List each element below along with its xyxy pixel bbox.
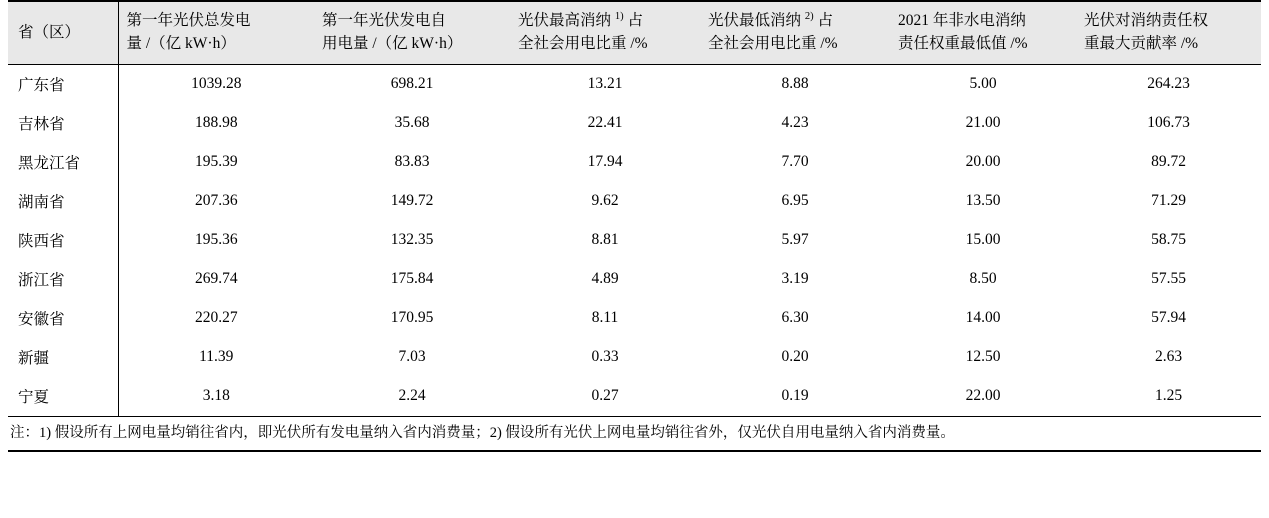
table-row: [8, 143, 1261, 182]
column-header-min-consumption-line1b: 占: [813, 12, 834, 29]
column-header-self-use: [314, 1, 510, 64]
cell-province: 宁夏: [8, 377, 118, 417]
cell-self-use: 132.35: [390, 231, 434, 248]
cell-contribution: 89.72: [1151, 153, 1186, 170]
column-header-contribution-line2: 重最大贡献率 /%: [1084, 35, 1199, 53]
cell-self-use: 175.84: [390, 270, 434, 287]
column-header-contribution: [1076, 1, 1261, 64]
cell-nonhydro-weight: 8.50: [969, 270, 997, 287]
cell-max-consumption: 17.94: [587, 153, 623, 170]
cell-self-use: 7.03: [398, 348, 426, 365]
table-body: [8, 64, 1261, 416]
cell-contribution: 264.23: [1147, 75, 1190, 92]
cell-self-use: 698.21: [390, 75, 434, 92]
cell-province: 广东省: [8, 64, 118, 104]
column-header-min-consumption: [700, 1, 890, 64]
cell-nonhydro-weight: 22.00: [890, 377, 1076, 417]
cell-contribution: 58.75: [1151, 231, 1186, 248]
table-row: [8, 338, 1261, 377]
column-header-total-generation: [118, 1, 314, 64]
cell-self-use: 35.68: [394, 114, 430, 131]
pv-consumption-table: [8, 0, 1261, 417]
cell-max-consumption: 0.27: [510, 377, 700, 417]
cell-total-generation: 207.36: [194, 192, 238, 209]
cell-total-generation: 1039.28: [191, 75, 242, 92]
cell-self-use: 2.24: [314, 377, 510, 417]
table-row: [8, 221, 1261, 260]
cell-province: 湖南省: [8, 182, 118, 221]
cell-nonhydro-weight: 13.50: [965, 192, 1001, 209]
cell-min-consumption: 0.19: [700, 377, 890, 417]
cell-min-consumption: 6.30: [781, 309, 809, 326]
footnote-marker-1: 1): [614, 10, 624, 22]
table-row: [8, 182, 1261, 221]
cell-province: 浙江省: [8, 260, 118, 299]
cell-max-consumption: 22.41: [587, 114, 623, 131]
table-row: [8, 104, 1261, 143]
cell-min-consumption: 3.19: [781, 270, 809, 287]
footnote-marker-2: 2): [804, 10, 814, 22]
cell-nonhydro-weight: 20.00: [965, 153, 1001, 170]
cell-total-generation: 220.27: [194, 309, 238, 326]
cell-self-use: 83.83: [394, 153, 430, 170]
cell-min-consumption: 4.23: [781, 114, 809, 131]
column-header-self-use-line1: 第一年光伏发电自: [322, 12, 447, 29]
cell-province: 陕西省: [8, 221, 118, 260]
column-header-contribution-line1: 光伏对消纳责任权: [1084, 12, 1209, 29]
table-header: [8, 1, 1261, 64]
cell-province: 新疆: [8, 338, 118, 377]
cell-self-use: 149.72: [390, 192, 434, 209]
column-header-total-generation-line2: 量 /（亿 kW·h）: [126, 35, 236, 53]
cell-max-consumption: 8.81: [591, 231, 619, 248]
cell-nonhydro-weight: 21.00: [965, 114, 1001, 131]
cell-min-consumption: 6.95: [781, 192, 809, 209]
table-header-row: [8, 1, 1261, 64]
column-header-max-consumption: [510, 1, 700, 64]
column-header-nonhydro-weight-line2: 责任权重最低值 /%: [898, 35, 1028, 53]
cell-province: 黑龙江省: [8, 143, 118, 182]
cell-contribution: 57.55: [1151, 270, 1186, 287]
cell-total-generation: 195.39: [194, 153, 238, 170]
cell-self-use: 170.95: [390, 309, 434, 326]
cell-total-generation: 188.98: [194, 114, 238, 131]
cell-nonhydro-weight: 5.00: [969, 75, 997, 92]
column-header-nonhydro-weight-line1: 2021 年非水电消纳: [898, 12, 1026, 29]
cell-nonhydro-weight: 15.00: [965, 231, 1001, 248]
cell-max-consumption: 8.11: [591, 309, 619, 326]
cell-contribution: 106.73: [1147, 114, 1190, 131]
table-row: [8, 377, 1261, 417]
column-header-min-consumption-line1a: 光伏最低消纳: [708, 12, 805, 29]
cell-max-consumption: 4.89: [591, 270, 619, 287]
cell-max-consumption: 0.33: [591, 348, 619, 365]
cell-min-consumption: 8.88: [781, 75, 809, 92]
table-row: [8, 64, 1261, 104]
cell-province: 吉林省: [8, 104, 118, 143]
cell-contribution: 1.25: [1076, 377, 1261, 417]
column-header-self-use-line2: 用电量 /（亿 kW·h）: [322, 35, 463, 53]
column-header-min-consumption-line2: 全社会用电比重 /%: [708, 35, 838, 53]
column-header-max-consumption-line2: 全社会用电比重 /%: [518, 35, 648, 53]
table-footnote: 注：1) 假设所有上网电量均销往省内，即光伏所有发电量纳入省内消费量；2) 假设所有光伏上网电量均销往省外，仅光伏自用电量纳入省内消费量。: [8, 417, 1261, 452]
cell-province: 安徽省: [8, 299, 118, 338]
cell-min-consumption: 0.20: [781, 348, 809, 365]
table-row: [8, 260, 1261, 299]
column-header-max-consumption-line1a: 光伏最高消纳: [518, 12, 615, 29]
column-header-province-label: 省（区）: [18, 23, 81, 41]
column-header-province: [8, 1, 118, 64]
cell-max-consumption: 9.62: [591, 192, 619, 209]
cell-min-consumption: 7.70: [781, 153, 809, 170]
cell-total-generation: 269.74: [194, 270, 238, 287]
cell-contribution: 57.94: [1151, 309, 1186, 326]
cell-contribution: 71.29: [1151, 192, 1186, 209]
cell-nonhydro-weight: 12.50: [965, 348, 1001, 365]
cell-contribution: 2.63: [1154, 348, 1183, 365]
cell-total-generation: 3.18: [118, 377, 314, 417]
cell-max-consumption: 13.21: [587, 75, 623, 92]
cell-total-generation: 11.39: [199, 348, 234, 365]
column-header-total-generation-line1: 第一年光伏总发电: [126, 12, 251, 29]
cell-nonhydro-weight: 14.00: [965, 309, 1001, 326]
cell-min-consumption: 5.97: [781, 231, 809, 248]
cell-total-generation: 195.36: [194, 231, 238, 248]
table-row: [8, 299, 1261, 338]
column-header-max-consumption-line1b: 占: [623, 12, 644, 29]
column-header-nonhydro-weight: [890, 1, 1076, 64]
